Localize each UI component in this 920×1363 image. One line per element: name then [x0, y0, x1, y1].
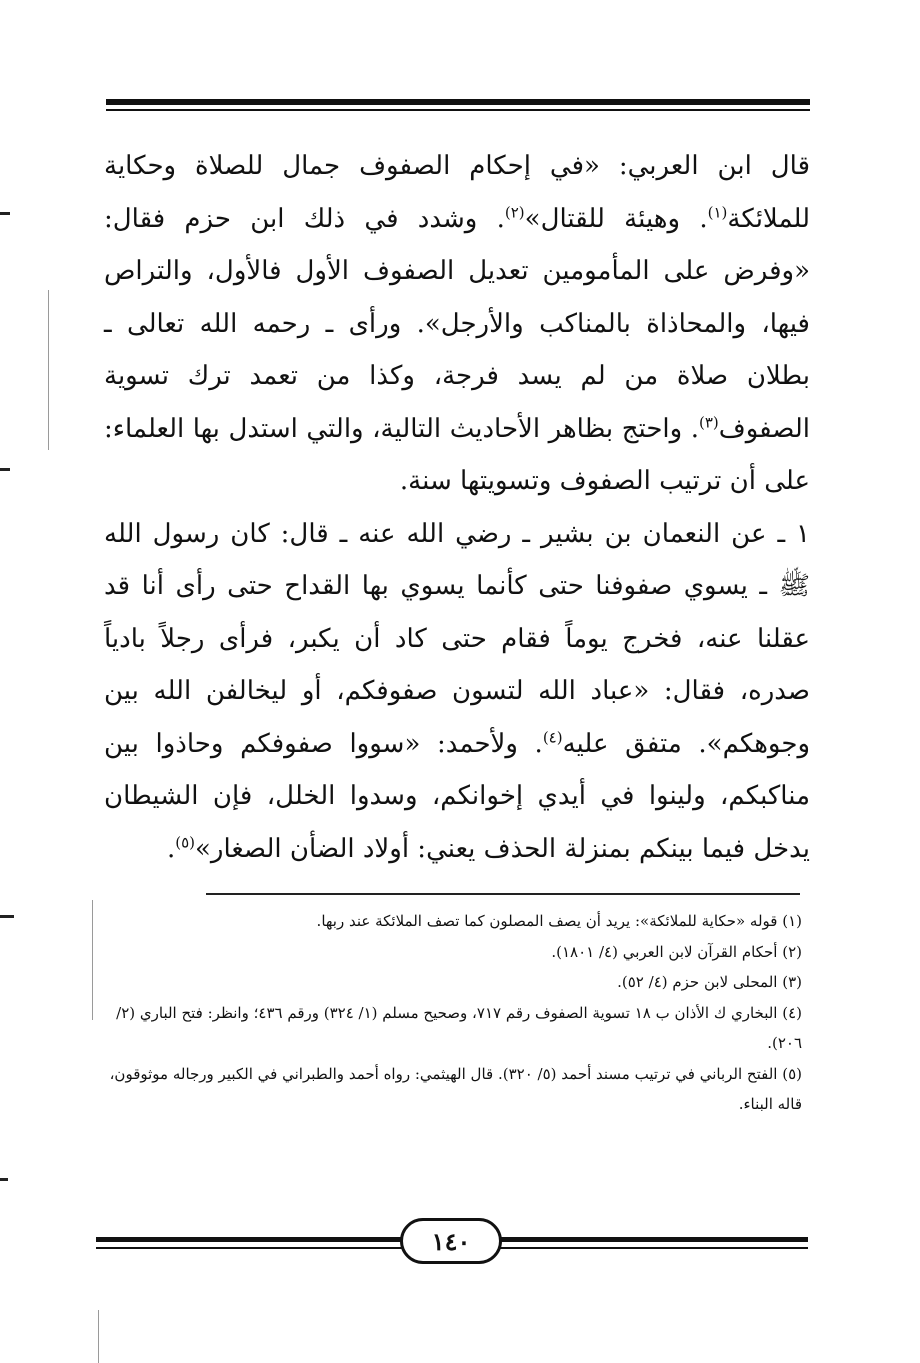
footnote-4: (٤) البخاري ك الأذان ب ١٨ تسوية الصفوف رقم ٧١٧، وصحيح مسلم (١/ ٣٢٤) ورقم ٤٣٦؛ وانظر: فتح الباري (٢/ ٢٠٦).: [116, 1003, 802, 1052]
footnote-5: (٥) الفتح الرباني في ترتيب مسند أحمد (٥/ ٣٢٠). قال الهيثمي: رواه أحمد والطبراني في الكبير ورجاله موثوقون، قاله البناء.: [109, 1064, 802, 1113]
footnote-ref[interactable]: (٢): [504, 202, 525, 221]
footnote-ref[interactable]: (٤): [542, 727, 563, 746]
scan-edge-line: [98, 1310, 99, 1363]
scan-edge-line: [48, 290, 49, 450]
body-paragraph-2: ١ ـ عن النعمان بن بشير ـ رضي الله عنه ـ قال: كان رسول الله ﷺ ـ يسوي صفوفنا حتى كأنما يسوي بها القداح حتى رأى أنا قد عقلنا عنه، فخرج يوماً فقام حتى كاد أن يكبر، فرأى رجلاً بادياً صدره، فقال: «عباد الله لتسون صفوفكم، أو ليخالفن الله بين وجوهكم». متفق عليه$^{(٤)}$. ولأحمد: «سووا صفوفكم وحاذوا بين مناكبكم، ولينوا في أيدي إخوانكم، وسدوا الخلل، فإن الشيطان يدخل فيما بينكم بمنزلة الحذف يعني: أولاد الضأن الصغار»$^{(٥)}$.: [104, 518, 810, 864]
footnote-1: (١) قوله «حكاية للملائكة»: يريد أن يصف المصلون كما تصف الملائكة عند ربها.: [316, 912, 802, 930]
footnote-separator: [206, 893, 800, 895]
footnote-2: (٢) أحكام القرآن لابن العربي (٤/ ١٨٠١).: [551, 942, 802, 961]
page-number: ١٤٠: [400, 1218, 502, 1264]
footnote-3: (٣) المحلى لابن حزم (٤/ ٥٢).: [617, 973, 802, 991]
scan-edge-tick: [0, 212, 10, 215]
main-text: [104, 140, 810, 875]
scan-edge-tick: [0, 1178, 8, 1181]
body-paragraph-1: قال ابن العربي: «في إحكام الصفوف جمال للصلاة وحكاية للملائكة$^{(١)}$. وهيئة للقتال»$^{(٢)}$. وشدد في ذلك ابن حزم فقال: «وفرض على المأمومين تعديل الصفوف الأول فالأول، والتراص فيها، والمحاذاة بالمناكب والأرجل». ورأى ـ رحمه الله تعالى ـ بطلان صلاة من لم يسد فرجة، وكذا من تعمد ترك تسوية الصفوف$^{(٣)}$. واحتج بظاهر الأحاديث التالية، والتي استدل بها العلماء: على أن ترتيب الصفوف وتسويتها سنة.: [104, 151, 810, 496]
footnote-ref[interactable]: (٥): [175, 832, 195, 851]
scan-edge-line: [92, 900, 93, 1020]
scan-edge-tick: [0, 915, 14, 918]
footnote-ref[interactable]: (٣): [698, 412, 719, 431]
header-rule-thin: [106, 109, 810, 111]
footnote-ref[interactable]: (١): [707, 202, 728, 221]
header-rule: [106, 99, 810, 105]
scan-edge-tick: [0, 468, 10, 471]
footnotes: [102, 906, 802, 1120]
